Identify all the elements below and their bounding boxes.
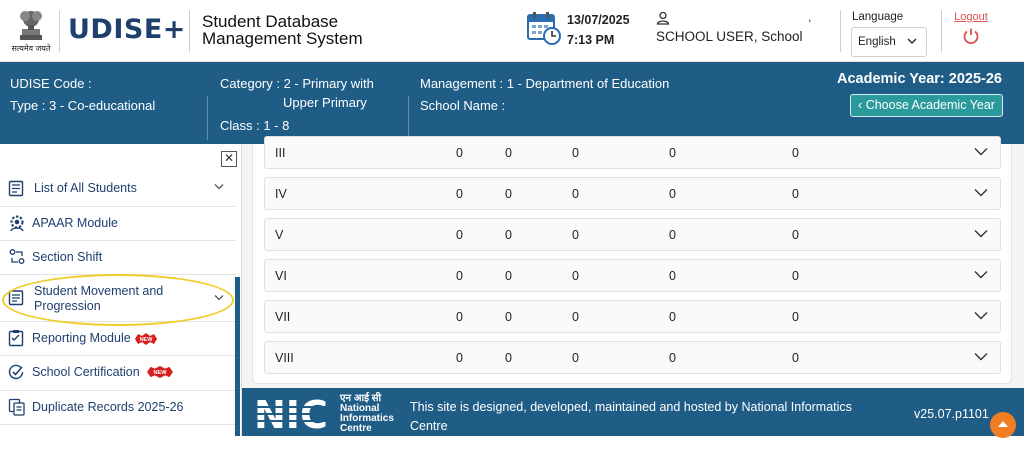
current-date: 13/07/2025 bbox=[567, 13, 630, 27]
cell-value: 0 bbox=[792, 146, 799, 160]
header-divider bbox=[941, 10, 942, 52]
chevron-down-icon bbox=[214, 183, 224, 190]
current-time: 7:13 PM bbox=[567, 33, 615, 47]
sidebar-scrollbar[interactable] bbox=[235, 277, 240, 436]
cell-value: 0 bbox=[572, 351, 579, 365]
table-row[interactable] bbox=[264, 300, 1001, 333]
cell-value: 0 bbox=[505, 187, 512, 201]
footer bbox=[242, 388, 1024, 452]
logout-label: Logout bbox=[954, 11, 988, 23]
nic-hindi: एन आई सी bbox=[340, 393, 382, 404]
cell-value: 0 bbox=[669, 269, 676, 283]
chevron-down-icon[interactable] bbox=[974, 147, 988, 156]
school-name: School Name : bbox=[420, 98, 506, 113]
power-icon bbox=[962, 27, 980, 45]
sidebar-item-label: Reporting Module bbox=[32, 331, 131, 345]
cell-value: 0 bbox=[572, 228, 579, 242]
chevron-down-icon[interactable] bbox=[974, 352, 988, 361]
arrow-up-icon bbox=[990, 412, 1016, 438]
sidebar-item-section-shift[interactable] bbox=[0, 241, 236, 275]
chevron-down-icon bbox=[907, 37, 917, 45]
cell-value: 0 bbox=[505, 269, 512, 283]
class-label: VIII bbox=[275, 351, 294, 365]
chevron-left-icon: ‹ bbox=[858, 98, 866, 112]
cell-value: 0 bbox=[572, 310, 579, 324]
nic-line1: National bbox=[340, 403, 380, 414]
language-select[interactable] bbox=[851, 27, 927, 57]
cell-value: 0 bbox=[792, 310, 799, 324]
gear-people-icon bbox=[8, 214, 26, 232]
brand-plus: + bbox=[162, 14, 186, 45]
system-title bbox=[202, 13, 363, 47]
new-badge bbox=[135, 333, 157, 345]
new-badge bbox=[145, 366, 175, 378]
header-divider bbox=[189, 10, 190, 52]
cell-value: 0 bbox=[456, 269, 463, 283]
language-label: Language bbox=[852, 11, 904, 23]
system-title-line1: Student Database bbox=[202, 12, 339, 31]
nic-line2: Informatics bbox=[340, 413, 394, 424]
class-label: VII bbox=[275, 310, 291, 324]
sidebar-item-label: Student Movement and bbox=[34, 284, 164, 298]
school-type: Type : 3 - Co-educational bbox=[10, 98, 156, 113]
user-name: SCHOOL USER, School bbox=[656, 29, 803, 44]
table-row[interactable] bbox=[264, 218, 1001, 251]
cell-value: 0 bbox=[456, 146, 463, 160]
chevron-down-icon[interactable] bbox=[974, 229, 988, 238]
shift-icon bbox=[8, 248, 26, 266]
choose-academic-year-button[interactable] bbox=[850, 94, 1003, 117]
report-icon bbox=[8, 329, 24, 347]
nic-logo bbox=[254, 397, 338, 431]
app-version: v25.07.p1101 bbox=[914, 407, 989, 421]
sidebar bbox=[0, 144, 242, 436]
category-line2: Upper Primary bbox=[283, 95, 367, 110]
user-info-line: , bbox=[808, 10, 812, 24]
sidebar-item-list-of-all-students[interactable] bbox=[0, 172, 236, 207]
duplicate-icon bbox=[8, 398, 26, 416]
sidebar-item-duplicate-records[interactable] bbox=[0, 391, 236, 425]
cell-value: 0 bbox=[572, 146, 579, 160]
top-header bbox=[0, 0, 1024, 62]
emblem-icon bbox=[16, 5, 46, 43]
table-row[interactable] bbox=[264, 177, 1001, 210]
header-divider bbox=[840, 10, 841, 52]
sidebar-item-label: School Certification bbox=[32, 365, 140, 379]
system-title-line2: Management System bbox=[202, 29, 363, 48]
table-row[interactable] bbox=[264, 259, 1001, 292]
band-divider bbox=[207, 96, 208, 140]
scroll-to-top-button[interactable] bbox=[990, 412, 1016, 438]
new-badge-text: NEW bbox=[153, 370, 167, 377]
sidebar-item-label: List of All Students bbox=[34, 181, 137, 195]
header-divider bbox=[59, 10, 60, 52]
logout-button[interactable] bbox=[953, 11, 989, 50]
cell-value: 0 bbox=[505, 146, 512, 160]
brand-text: UDISE bbox=[68, 14, 163, 45]
cell-value: 0 bbox=[669, 146, 676, 160]
table-row[interactable] bbox=[264, 136, 1001, 169]
check-icon bbox=[8, 364, 24, 380]
nic-name bbox=[340, 394, 394, 434]
cell-value: 0 bbox=[669, 228, 676, 242]
cell-value: 0 bbox=[792, 351, 799, 365]
band-divider bbox=[408, 96, 409, 140]
cell-value: 0 bbox=[572, 187, 579, 201]
cell-value: 0 bbox=[792, 187, 799, 201]
cell-value: 0 bbox=[505, 228, 512, 242]
chevron-down-icon[interactable] bbox=[974, 188, 988, 197]
footer-text-line1: This site is designed, developed, maintained and hosted by National Informatics Centre bbox=[410, 400, 852, 433]
sidebar-item-label: Section Shift bbox=[32, 250, 103, 264]
cell-value: 0 bbox=[792, 228, 799, 242]
category-line1: Category : 2 - Primary with bbox=[220, 76, 374, 91]
choose-year-label: Choose Academic Year bbox=[865, 98, 995, 112]
cell-value: 0 bbox=[669, 351, 676, 365]
national-emblem bbox=[8, 5, 54, 57]
class-label: III bbox=[275, 146, 286, 160]
school-info-band bbox=[0, 62, 1024, 144]
language-value: English bbox=[858, 36, 896, 48]
list-icon bbox=[8, 180, 24, 197]
sidebar-item-apaar-module[interactable] bbox=[0, 207, 236, 241]
close-icon[interactable]: ✕ bbox=[221, 151, 237, 167]
cell-value: 0 bbox=[669, 187, 676, 201]
class-range: Class : 1 - 8 bbox=[220, 118, 290, 133]
class-label: IV bbox=[275, 187, 287, 201]
chevron-down-icon[interactable] bbox=[974, 270, 988, 279]
academic-year: Academic Year: 2025-26 bbox=[837, 71, 1002, 87]
cell-value: 0 bbox=[456, 351, 463, 365]
chevron-down-icon[interactable] bbox=[974, 311, 988, 320]
sidebar-item-reporting-module[interactable] bbox=[0, 322, 236, 356]
cell-value: 0 bbox=[456, 228, 463, 242]
cell-value: 0 bbox=[572, 269, 579, 283]
sidebar-item-school-certification[interactable] bbox=[0, 356, 236, 391]
sidebar-item-label-line2: Progression bbox=[34, 299, 101, 313]
cell-value: 0 bbox=[505, 351, 512, 365]
user-icon bbox=[656, 11, 670, 30]
cell-value: 0 bbox=[456, 187, 463, 201]
nic-line3: Centre bbox=[340, 423, 372, 434]
table-row[interactable] bbox=[264, 341, 1001, 374]
calendar-clock-icon bbox=[527, 11, 561, 50]
new-badge-text: NEW bbox=[139, 337, 153, 343]
cell-value: 0 bbox=[669, 310, 676, 324]
udise-code: UDISE Code : bbox=[10, 76, 92, 91]
footer-text bbox=[410, 398, 880, 455]
datetime bbox=[567, 10, 630, 50]
management: Management : 1 - Department of Education bbox=[420, 76, 670, 91]
class-label: V bbox=[275, 228, 284, 242]
cell-value: 0 bbox=[456, 310, 463, 324]
cell-value: 0 bbox=[792, 269, 799, 283]
cell-value: 0 bbox=[505, 310, 512, 324]
highlight-annotation bbox=[2, 274, 234, 326]
emblem-motto: सत्यमेव जयते bbox=[11, 44, 51, 53]
sidebar-item-label: APAAR Module bbox=[32, 216, 118, 230]
udise-logo[interactable] bbox=[68, 14, 186, 45]
class-label: VI bbox=[275, 269, 287, 283]
footer-text-line2: (NIC), Ministry of Electronics & Information Technology. bbox=[410, 438, 716, 452]
sidebar-item-label: Duplicate Records 2025-26 bbox=[32, 400, 184, 414]
